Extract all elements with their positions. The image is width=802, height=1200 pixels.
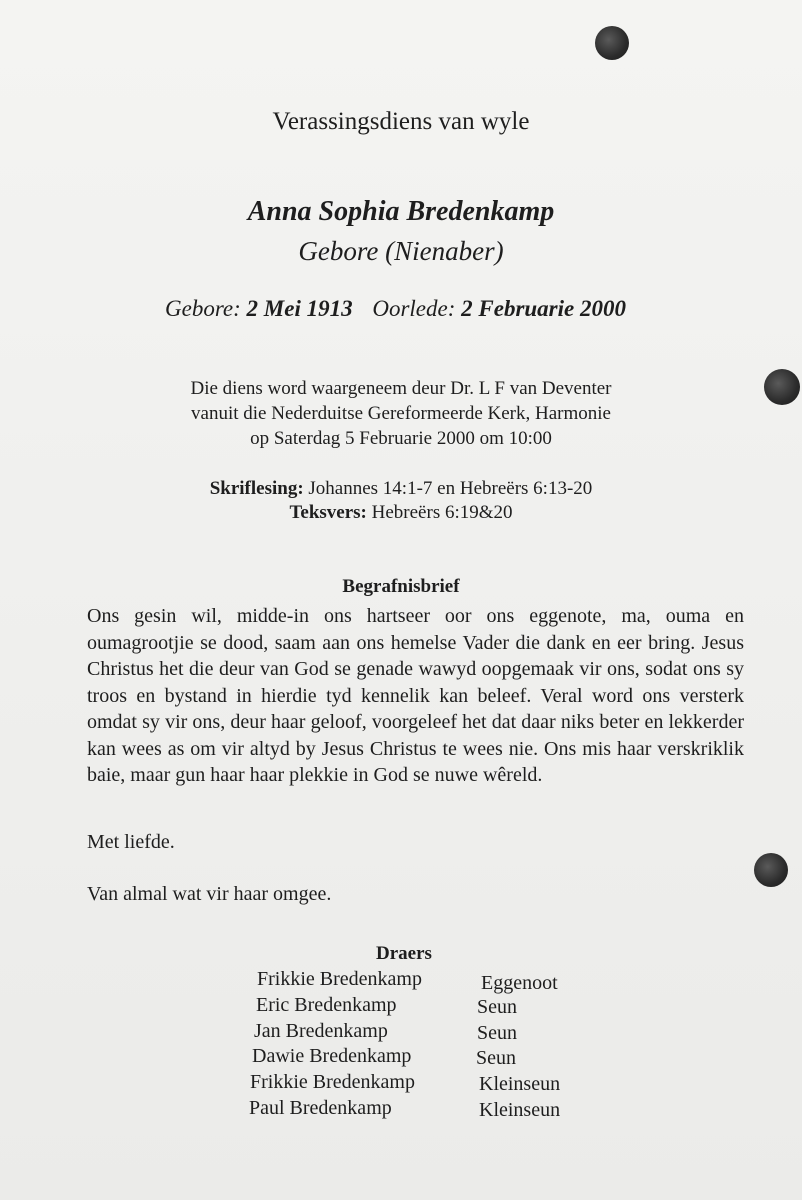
text-verse-value: Hebreërs 6:19&20: [371, 502, 513, 523]
bearer-role: Kleinseun: [479, 1073, 561, 1095]
letter-signature: Van almal wat vir haar omgee.: [87, 883, 332, 905]
died-label: Oorlede:: [372, 296, 456, 321]
bearer-role: Eggenoot: [481, 972, 558, 994]
bearer-name: Jan Bredenkamp: [254, 1020, 388, 1042]
maiden-name: Gebore (Nienaber): [298, 236, 504, 266]
bearers-title: Draers: [376, 943, 432, 964]
born-label: Gebore:: [165, 296, 241, 321]
bearer-role: Seun: [477, 1022, 517, 1044]
punch-hole-icon: [595, 26, 629, 60]
bearer-name: Frikkie Bredenkamp: [250, 1071, 415, 1093]
scripture-reading: [0, 477, 802, 501]
scripture-label: Skriflesing:: [209, 478, 304, 499]
text-verse: [0, 501, 802, 525]
letter-body: Ons gesin wil, midde-in ons hartseer oor ons eggenote, ma, ouma en oumagrootjie se dood, saam aan ons hemelse Vader die dank en eer bring. Jesus Christus het die deur van God se genade wawyd oopgemaak vir ons, sodat ons sy troos en bystand in hierdie tyd kennelik kan beleef. Veral word ons versterk omdat sy vir ons, deur haar geloof, voorgeleef het dat daar niks beter en lekkerder kan wees as om vir altyd by Jesus Christus te wees nie. Ons mis haar verskriklik baie, maar gun haar haar plekkie in God se nuwe wêreld.: [87, 605, 744, 786]
service-details: [0, 376, 802, 451]
bearer-name: Dawie Bredenkamp: [252, 1045, 412, 1067]
died-date: 2 Februarie 2000: [461, 296, 626, 321]
bearer-role: Kleinseun: [479, 1099, 561, 1121]
text-verse-label: Teksvers:: [289, 502, 367, 523]
service-line: vanuit die Nederduitse Gereformeerde Kerk, Harmonie: [191, 403, 611, 424]
service-line: op Saterdag 5 Februarie 2000 om 10:00: [250, 428, 552, 449]
born-date: 2 Mei 1913: [246, 296, 353, 321]
punch-hole-icon: [754, 853, 788, 887]
letter-title: Begrafnisbrief: [342, 576, 460, 597]
bearer-role: Seun: [476, 1047, 516, 1069]
bearer-name: Eric Bredenkamp: [256, 994, 397, 1016]
service-line: Die diens word waargeneem deur Dr. L F van Deventer: [190, 378, 612, 399]
letter-closing: Met liefde.: [87, 831, 175, 853]
bearer-name: Frikkie Bredenkamp: [257, 968, 422, 990]
deceased-name: Anna Sophia Bredenkamp: [247, 196, 555, 227]
scripture-value: Johannes 14:1-7 en Hebreërs 6:13-20: [308, 478, 593, 499]
page-heading: Verassingsdiens van wyle: [272, 108, 530, 135]
scripture-readings: [0, 477, 802, 525]
life-dates: [165, 296, 626, 322]
bearer-name: Paul Bredenkamp: [249, 1097, 392, 1119]
bearer-role: Seun: [477, 996, 517, 1018]
